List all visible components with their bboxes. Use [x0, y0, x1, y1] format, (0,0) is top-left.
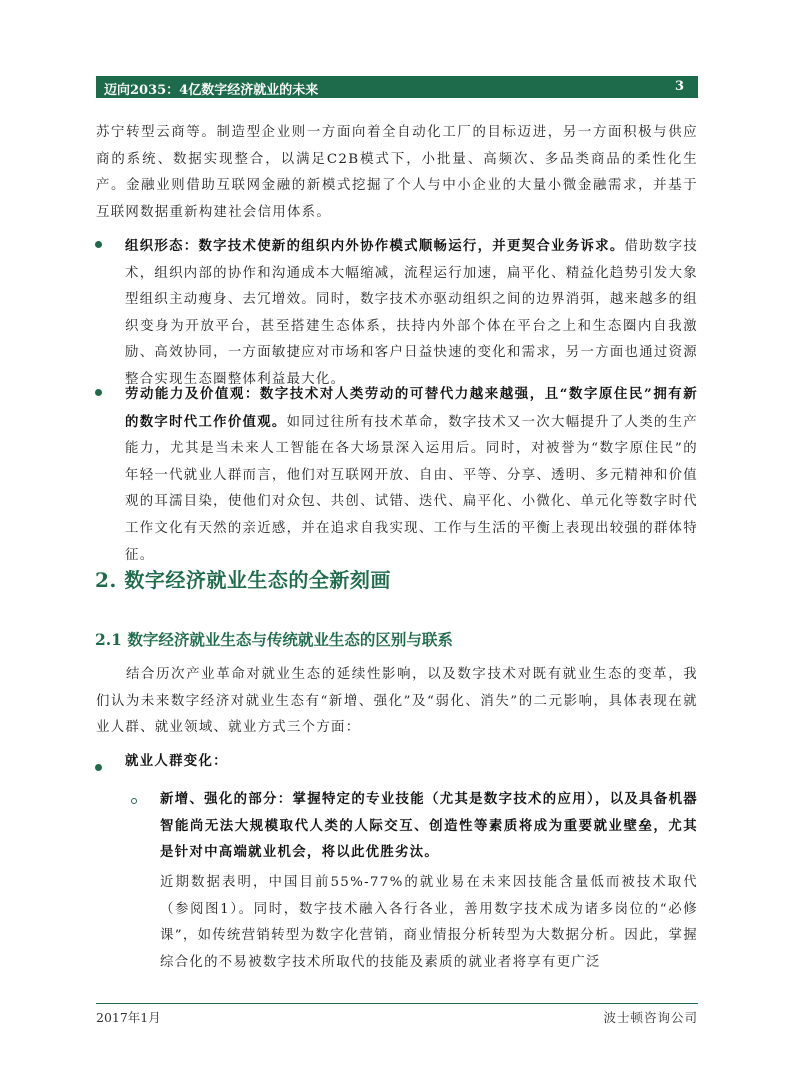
bullet-labor-heading: 劳动能力及价值观：数字技术对人类劳动的可替代力越来越强，且“数字原住民”拥有新的数字时代工作价值观。 [125, 386, 698, 430]
subsection-title: 2.1 数字经济就业生态与传统就业生态的区别与联系 [95, 630, 453, 649]
final-paragraph: 近期数据表明，中国目前55%-77%的就业易在未来因技能含量低而被技术取代（参阅图1）。同时，数字技术融入各行各业，善用数字技术成为诸多岗位的“必修课”，如传统营销转型为数字化营销，商业情报分析转型为大数据分析。因此，掌握综合化的不易被数字技术所取代的技能及素质的就业者将享有更广泛 [160, 875, 698, 970]
circle-bullet [131, 798, 137, 804]
footer-divider [96, 1003, 698, 1004]
page-number: 3 [674, 79, 684, 94]
bullet-organization [125, 233, 698, 394]
bullet-employment: 就业人群变化： [125, 753, 228, 769]
bullet-organization-heading: 组织形态：数字技术使新的组织内外协作模式顺畅运行，并更契合业务诉求。 [125, 238, 625, 254]
bullet-labor [125, 381, 698, 569]
footer-date: 2017年1月 [96, 1010, 161, 1025]
bullet-dot [95, 764, 102, 771]
bullet-dot [95, 389, 102, 396]
bullet-dot [95, 241, 102, 248]
report-title: 迈向2035：4亿数字经济就业的未来 [104, 83, 319, 98]
bullet-organization-text: 借助数字技术，组织内部的协作和沟通成本大幅缩减，流程运行加速，扁平化、精益化趋势引发大象型组织主动瘦身、去冗增效。同时，数字技术亦驱动组织之间的边界消弭，越来越多的组织变身为开放平台，甚至搭建生态体系，扶持内外部个体在平台之上和生态圈内自我激励、高效协同，一方面敏捷应对市场和客户日益快速的变化和需求，另一方面也通过资源整合实现生态圈整体利益最大化。 [125, 239, 699, 387]
header-bar [96, 76, 698, 98]
bullet-labor-text: 如同过往所有技术革命，数字技术又一次大幅提升了人类的生产能力，尤其是当未来人工智能在各大场景深入运用后。同时，对被誉为“数字原住民”的年轻一代就业人群而言，他们对互联网开放、自由、平等、分享、透明、多元精神和价值观的耳濡目染，使他们对众包、共创、试错、迭代、扁平化、小微化、单元化等数字时代工作文化有天然的亲近感，并在追求自我实现、工作与生活的平衡上表现出较强的群体特征。 [125, 414, 698, 563]
intro-paragraph: 苏宁转型云商等。制造型企业则一方面向着全自动化工厂的目标迈进，另一方面积极与供应商的系统、数据实现整合，以满足C2B模式下，小批量、高频次、多品类商品的柔性化生产。金融业则借助互联网金融的新模式挖掘了个人与中小企业的大量小微金融需求，并基于互联网数据重新构建社会信用体系。 [96, 125, 698, 220]
footer-company: 波士顿咨询公司 [603, 1010, 698, 1025]
section-title: 2. 数字经济就业生态的全新刻画 [95, 568, 391, 592]
sub-bullet-new: 新增、强化的部分：掌握特定的专业技能（尤其是数字技术的应用），以及具备机器智能尚无法大规模取代人类的人际交互、创造性等素质将成为重要就业壁垒，尤其是针对中高端就业机会，将以此优胜劣汰。 [160, 791, 698, 861]
subsection-paragraph: 结合历次产业革命对就业生态的延续性影响，以及数字技术对既有就业生态的变革，我们认为未来数字经济对就业生态有“新增、强化”及“弱化、消失”的二元影响，具体表现在就业人群、就业领域、就业方式三个方面： [96, 667, 698, 736]
